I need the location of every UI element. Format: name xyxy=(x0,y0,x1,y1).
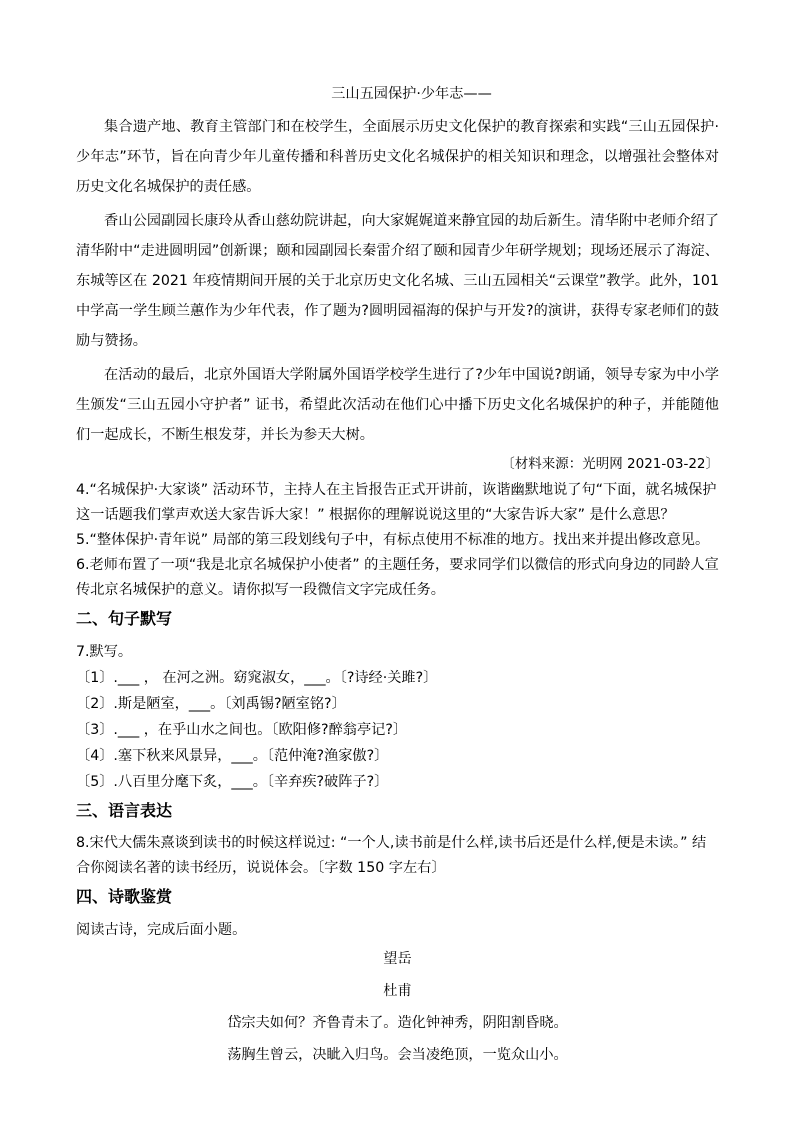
section-3-heading: 三、语言表达 xyxy=(76,801,173,820)
section-4-heading: 四、诗歌鉴赏 xyxy=(76,887,173,906)
recite-item-2: 〔2〕.斯是陋室，___。〔刘禹锡?陋室铭?〕 xyxy=(76,696,346,712)
document-page xyxy=(76,82,719,1071)
recite-item-3: 〔3〕.___ ，在乎山水之间也。〔欧阳修?醉翁亭记?〕 xyxy=(76,722,408,738)
poem-intro: 阅读古诗，完成后面小题。 xyxy=(76,922,247,938)
recite-item-4: 〔4〕.塞下秋来风景异，___。〔范仲淹?渔家傲?〕 xyxy=(76,748,389,764)
poem-title: 望岳 xyxy=(383,951,412,967)
recite-item-1: 〔1〕.___ ， 在河之洲。窈窕淑女，___。〔?诗经·关雎?〕 xyxy=(76,670,438,686)
paragraph-1: 集合遗产地、教育主管部门和在校学生，全面展示历史文化保护的教育探索和实践“三山五园保护·少年志”环节，旨在向青少年儿童传播和科普历史文化名城保护的相关知识和理念，以增强社会整体对历史文化名城保护的责任感。 xyxy=(76,119,719,195)
poem-line-1: 岱宗夫如何？齐鲁青未了。造化钟神秀，阴阳割昏晓。 xyxy=(227,1015,568,1031)
paragraph-3: 在活动的最后，北京外国语大学附属外国语学校学生进行了?少年中国说?朗诵，领导专家为中小学生颁发“三山五园小守护者” 证书，希望此次活动在他们心中播下历史文化名城保护的种子，并能随他们一起成长，不断生根发芽，并长为参天大树。 xyxy=(76,367,719,443)
poem-author: 杜甫 xyxy=(383,983,412,999)
question-8: 8.宋代大儒朱熹谈到读书的时候这样说过: “一个人,读书前是什么样,读书后还是什么样,便是未读。” 结合你阅读名著的读书经历，说说体会。〔字数 150 字左右〕 xyxy=(76,835,707,876)
section-title: 三山五园保护·少年志—— xyxy=(331,86,492,102)
question-6: 6.老师布置了一项“我是北京名城保护小使者” 的主题任务，要求同学们以微信的形式向身边的同龄人宣传北京名城保护的意义。请你拟写一段微信文字完成任务。 xyxy=(76,557,719,598)
question-5: 5.“整体保护·青年说” 局部的第三段划线句子中，有标点使用不标准的地方。找出来并提出修改意见。 xyxy=(76,532,710,548)
question-7-intro: 7.默写。 xyxy=(76,644,133,660)
paragraph-2: 香山公园副园长康玲从香山慈幼院讲起，向大家娓娓道来静宜园的劫后新生。清华附中老师介绍了清华附中“走进圆明园”创新课；颐和园副园长秦雷介绍了颐和园青少年研学规划；现场还展示了海淀、东城等区在 2021 年疫情期间开展的关于北京历史文化名城、三山五园相关“云课堂”教学。此外，101 中学高一学生顾兰蕙作为少年代表，作了题为?圆明园福海的保护与开发?的演讲，获得专家老师们的鼓励与赞扬。 xyxy=(76,213,719,349)
source-note: 〔材料来源：光明网 2021-03-22〕 xyxy=(501,456,719,472)
poem-line-2: 荡胸生曾云，决眦入归鸟。会当凌绝顶，一览众山小。 xyxy=(227,1047,568,1063)
recite-item-5: 〔5〕.八百里分麾下炙，___。〔辛弃疾?破阵子?〕 xyxy=(76,774,389,790)
question-4: 4.“名城保护·大家谈” 活动环节，主持人在主旨报告正式开讲前，诙谐幽默地说了句“下面，就名城保护这一话题我们掌声欢送大家告诉大家！” 根据你的理解说说这里的“大家告诉大家” 是什么意思？ xyxy=(76,482,717,523)
section-2-heading: 二、句子默写 xyxy=(76,609,173,628)
